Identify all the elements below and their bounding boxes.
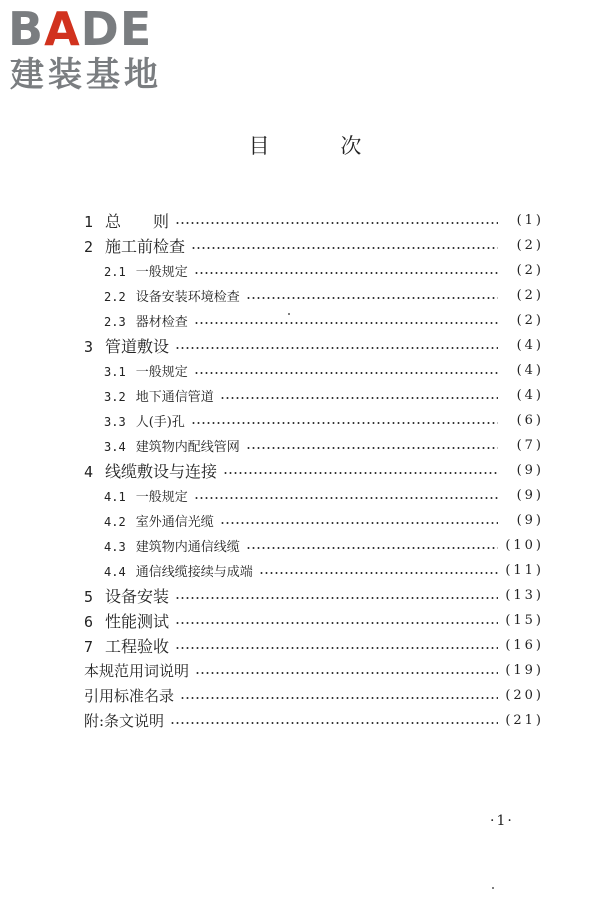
dot-leader bbox=[194, 272, 498, 274]
toc-entry-title: 附:条文说明 bbox=[84, 712, 165, 730]
toc-entry-title: 引用标准名录 bbox=[84, 687, 175, 705]
toc-entry-page: (21) bbox=[505, 713, 544, 728]
dot-leader bbox=[220, 522, 498, 524]
toc-entry[interactable] bbox=[84, 608, 544, 633]
toc-entry-page: (2) bbox=[516, 263, 544, 278]
toc-entry-number: 3 bbox=[84, 338, 94, 356]
toc-entry-title: 人(手)孔 bbox=[135, 415, 185, 430]
toc-entry-label bbox=[84, 511, 214, 530]
toc-entry-number: 4.3 bbox=[104, 540, 126, 554]
toc-entry-number: 4.2 bbox=[104, 515, 126, 529]
toc-entry-page: (15) bbox=[505, 613, 544, 628]
toc-entry-number: 4.4 bbox=[104, 565, 126, 579]
scan-speck bbox=[492, 887, 494, 889]
toc-entry-page: (1) bbox=[516, 213, 544, 228]
toc-entry[interactable] bbox=[84, 533, 544, 558]
toc-entry-page: (4) bbox=[516, 388, 544, 403]
dot-leader bbox=[191, 422, 498, 424]
toc-entry-number: 3.4 bbox=[104, 440, 126, 454]
toc-entry-page: (9) bbox=[516, 463, 544, 478]
dot-leader bbox=[223, 472, 498, 474]
toc-entry[interactable] bbox=[84, 308, 544, 333]
toc-entry-title: 一般规定 bbox=[135, 365, 188, 380]
toc-entry-label bbox=[84, 436, 240, 455]
toc-entry-number: 3.3 bbox=[104, 415, 126, 429]
toc-entry-label bbox=[84, 311, 188, 330]
logo-letters-suffix: DE bbox=[80, 2, 153, 56]
toc-entry[interactable] bbox=[84, 458, 544, 483]
logo-subtitle: 建装基地 bbox=[10, 55, 162, 95]
logo-letters-prefix: B bbox=[8, 2, 45, 56]
toc-entry-title: 本规范用词说明 bbox=[84, 662, 190, 680]
dot-leader bbox=[194, 497, 498, 499]
toc-entry-title: 建筑物内配线管网 bbox=[135, 440, 240, 455]
toc-entry-title: 施工前检查 bbox=[105, 237, 186, 256]
toc-entry-number: 2.1 bbox=[104, 265, 126, 279]
dot-leader bbox=[175, 622, 498, 624]
toc-entry-label bbox=[84, 459, 217, 482]
toc-entry[interactable] bbox=[84, 408, 544, 433]
toc-entry[interactable] bbox=[84, 258, 544, 283]
dot-leader bbox=[194, 322, 498, 324]
dot-leader bbox=[246, 297, 498, 299]
toc-entry-title: 总 则 bbox=[105, 212, 170, 231]
toc-entry[interactable] bbox=[84, 558, 544, 583]
dot-leader bbox=[175, 347, 498, 349]
dot-leader bbox=[246, 547, 498, 549]
toc-entry-label bbox=[84, 685, 174, 706]
toc-entry-label bbox=[84, 334, 169, 357]
toc-entry-label bbox=[84, 209, 169, 232]
toc-entry-title: 通信线缆接续与成端 bbox=[135, 565, 253, 580]
toc-entry-label bbox=[84, 561, 253, 580]
toc-entry-number: 2 bbox=[84, 238, 94, 256]
toc-entry[interactable] bbox=[84, 208, 544, 233]
toc-entry[interactable] bbox=[84, 433, 544, 458]
dot-leader bbox=[220, 397, 498, 399]
toc-entry-label bbox=[84, 286, 240, 305]
toc-entry-title: 室外通信光缆 bbox=[135, 515, 214, 530]
toc-entry[interactable] bbox=[84, 633, 544, 658]
dot-leader bbox=[175, 222, 498, 224]
toc-entry[interactable] bbox=[84, 708, 544, 733]
toc-entry-page: (13) bbox=[505, 588, 544, 603]
toc-entry-page: (11) bbox=[505, 563, 544, 578]
toc-entry-number: 2.3 bbox=[104, 315, 126, 329]
toc-entry-label bbox=[84, 536, 240, 555]
toc-entry-label bbox=[84, 261, 188, 280]
toc-entry-label bbox=[84, 486, 188, 505]
dot-leader bbox=[175, 647, 498, 649]
logo-wordmark bbox=[8, 4, 152, 54]
dot-leader bbox=[195, 672, 498, 674]
logo bbox=[8, 4, 178, 96]
dot-leader bbox=[259, 572, 498, 574]
toc-entry-number: 3.2 bbox=[104, 390, 126, 404]
toc-entry[interactable] bbox=[84, 483, 544, 508]
toc-entry-title: 线缆敷设与连接 bbox=[105, 462, 218, 481]
toc-entry-page: (4) bbox=[516, 363, 544, 378]
toc-entry-title: 管道敷设 bbox=[105, 337, 170, 356]
toc-entry-label bbox=[84, 584, 169, 607]
toc-entry-number: 4.1 bbox=[104, 490, 126, 504]
toc-entry-title: 性能测试 bbox=[105, 612, 170, 631]
toc-entry-number: 3.1 bbox=[104, 365, 126, 379]
toc-entry-title: 设备安装环境检查 bbox=[135, 290, 240, 305]
dot-leader bbox=[191, 247, 498, 249]
toc-entry-label bbox=[84, 361, 188, 380]
toc-entry-page: (20) bbox=[505, 688, 544, 703]
toc-entry-page: (16) bbox=[505, 638, 544, 653]
page-title: 目 次 bbox=[248, 134, 394, 158]
toc-entry-label bbox=[84, 234, 185, 257]
toc-entry-page: (9) bbox=[516, 513, 544, 528]
toc-entry-number: 6 bbox=[84, 613, 94, 631]
toc-entry-number: 5 bbox=[84, 588, 94, 606]
toc-entry-page: (7) bbox=[516, 438, 544, 453]
toc-entry-label bbox=[84, 386, 214, 405]
toc-entry-number: 7 bbox=[84, 638, 94, 656]
toc-entry[interactable] bbox=[84, 658, 544, 683]
toc-entry-label bbox=[84, 710, 164, 731]
toc-entry-label bbox=[84, 660, 189, 681]
toc-entry-title: 一般规定 bbox=[135, 265, 188, 280]
toc-entry-number: 4 bbox=[84, 463, 94, 481]
dot-leader bbox=[194, 372, 498, 374]
toc-entry-title: 器材检查 bbox=[135, 315, 188, 330]
dot-leader bbox=[180, 697, 498, 699]
toc-entry-page: (9) bbox=[516, 488, 544, 503]
toc-entry-title: 一般规定 bbox=[135, 490, 188, 505]
toc-entry-label bbox=[84, 609, 169, 632]
toc-entry-title: 建筑物内通信线缆 bbox=[135, 540, 240, 555]
toc-entry-title: 地下通信管道 bbox=[135, 390, 214, 405]
toc-entry-page: (10) bbox=[505, 538, 544, 553]
logo-letter-accent: A bbox=[44, 2, 81, 56]
toc-entry-number: 2.2 bbox=[104, 290, 126, 304]
toc-entry[interactable] bbox=[84, 358, 544, 383]
toc-entry-page: (4) bbox=[516, 338, 544, 353]
toc-entry-page: (6) bbox=[516, 413, 544, 428]
dot-leader bbox=[170, 722, 498, 724]
scan-speck bbox=[288, 313, 290, 315]
toc-entry[interactable] bbox=[84, 333, 544, 358]
toc-entry-label bbox=[84, 634, 169, 657]
toc-entry[interactable] bbox=[84, 583, 544, 608]
toc-entry-page: (2) bbox=[516, 238, 544, 253]
toc-entry-number: 1 bbox=[84, 213, 94, 231]
toc-entry-page: (2) bbox=[516, 288, 544, 303]
toc-entry-title: 工程验收 bbox=[105, 637, 170, 656]
toc-entry[interactable] bbox=[84, 508, 544, 533]
toc-entry-page: (19) bbox=[505, 663, 544, 678]
toc-entry[interactable] bbox=[84, 233, 544, 258]
dot-leader bbox=[246, 447, 498, 449]
toc-entry[interactable] bbox=[84, 283, 544, 308]
toc-entry-title: 设备安装 bbox=[105, 587, 170, 606]
table-of-contents bbox=[84, 208, 544, 733]
toc-entry-label bbox=[84, 411, 185, 430]
dot-leader bbox=[175, 597, 498, 599]
toc-entry[interactable] bbox=[84, 383, 544, 408]
toc-entry-page: (2) bbox=[516, 313, 544, 328]
page-number: ·1· bbox=[490, 813, 514, 829]
toc-entry[interactable] bbox=[84, 683, 544, 708]
